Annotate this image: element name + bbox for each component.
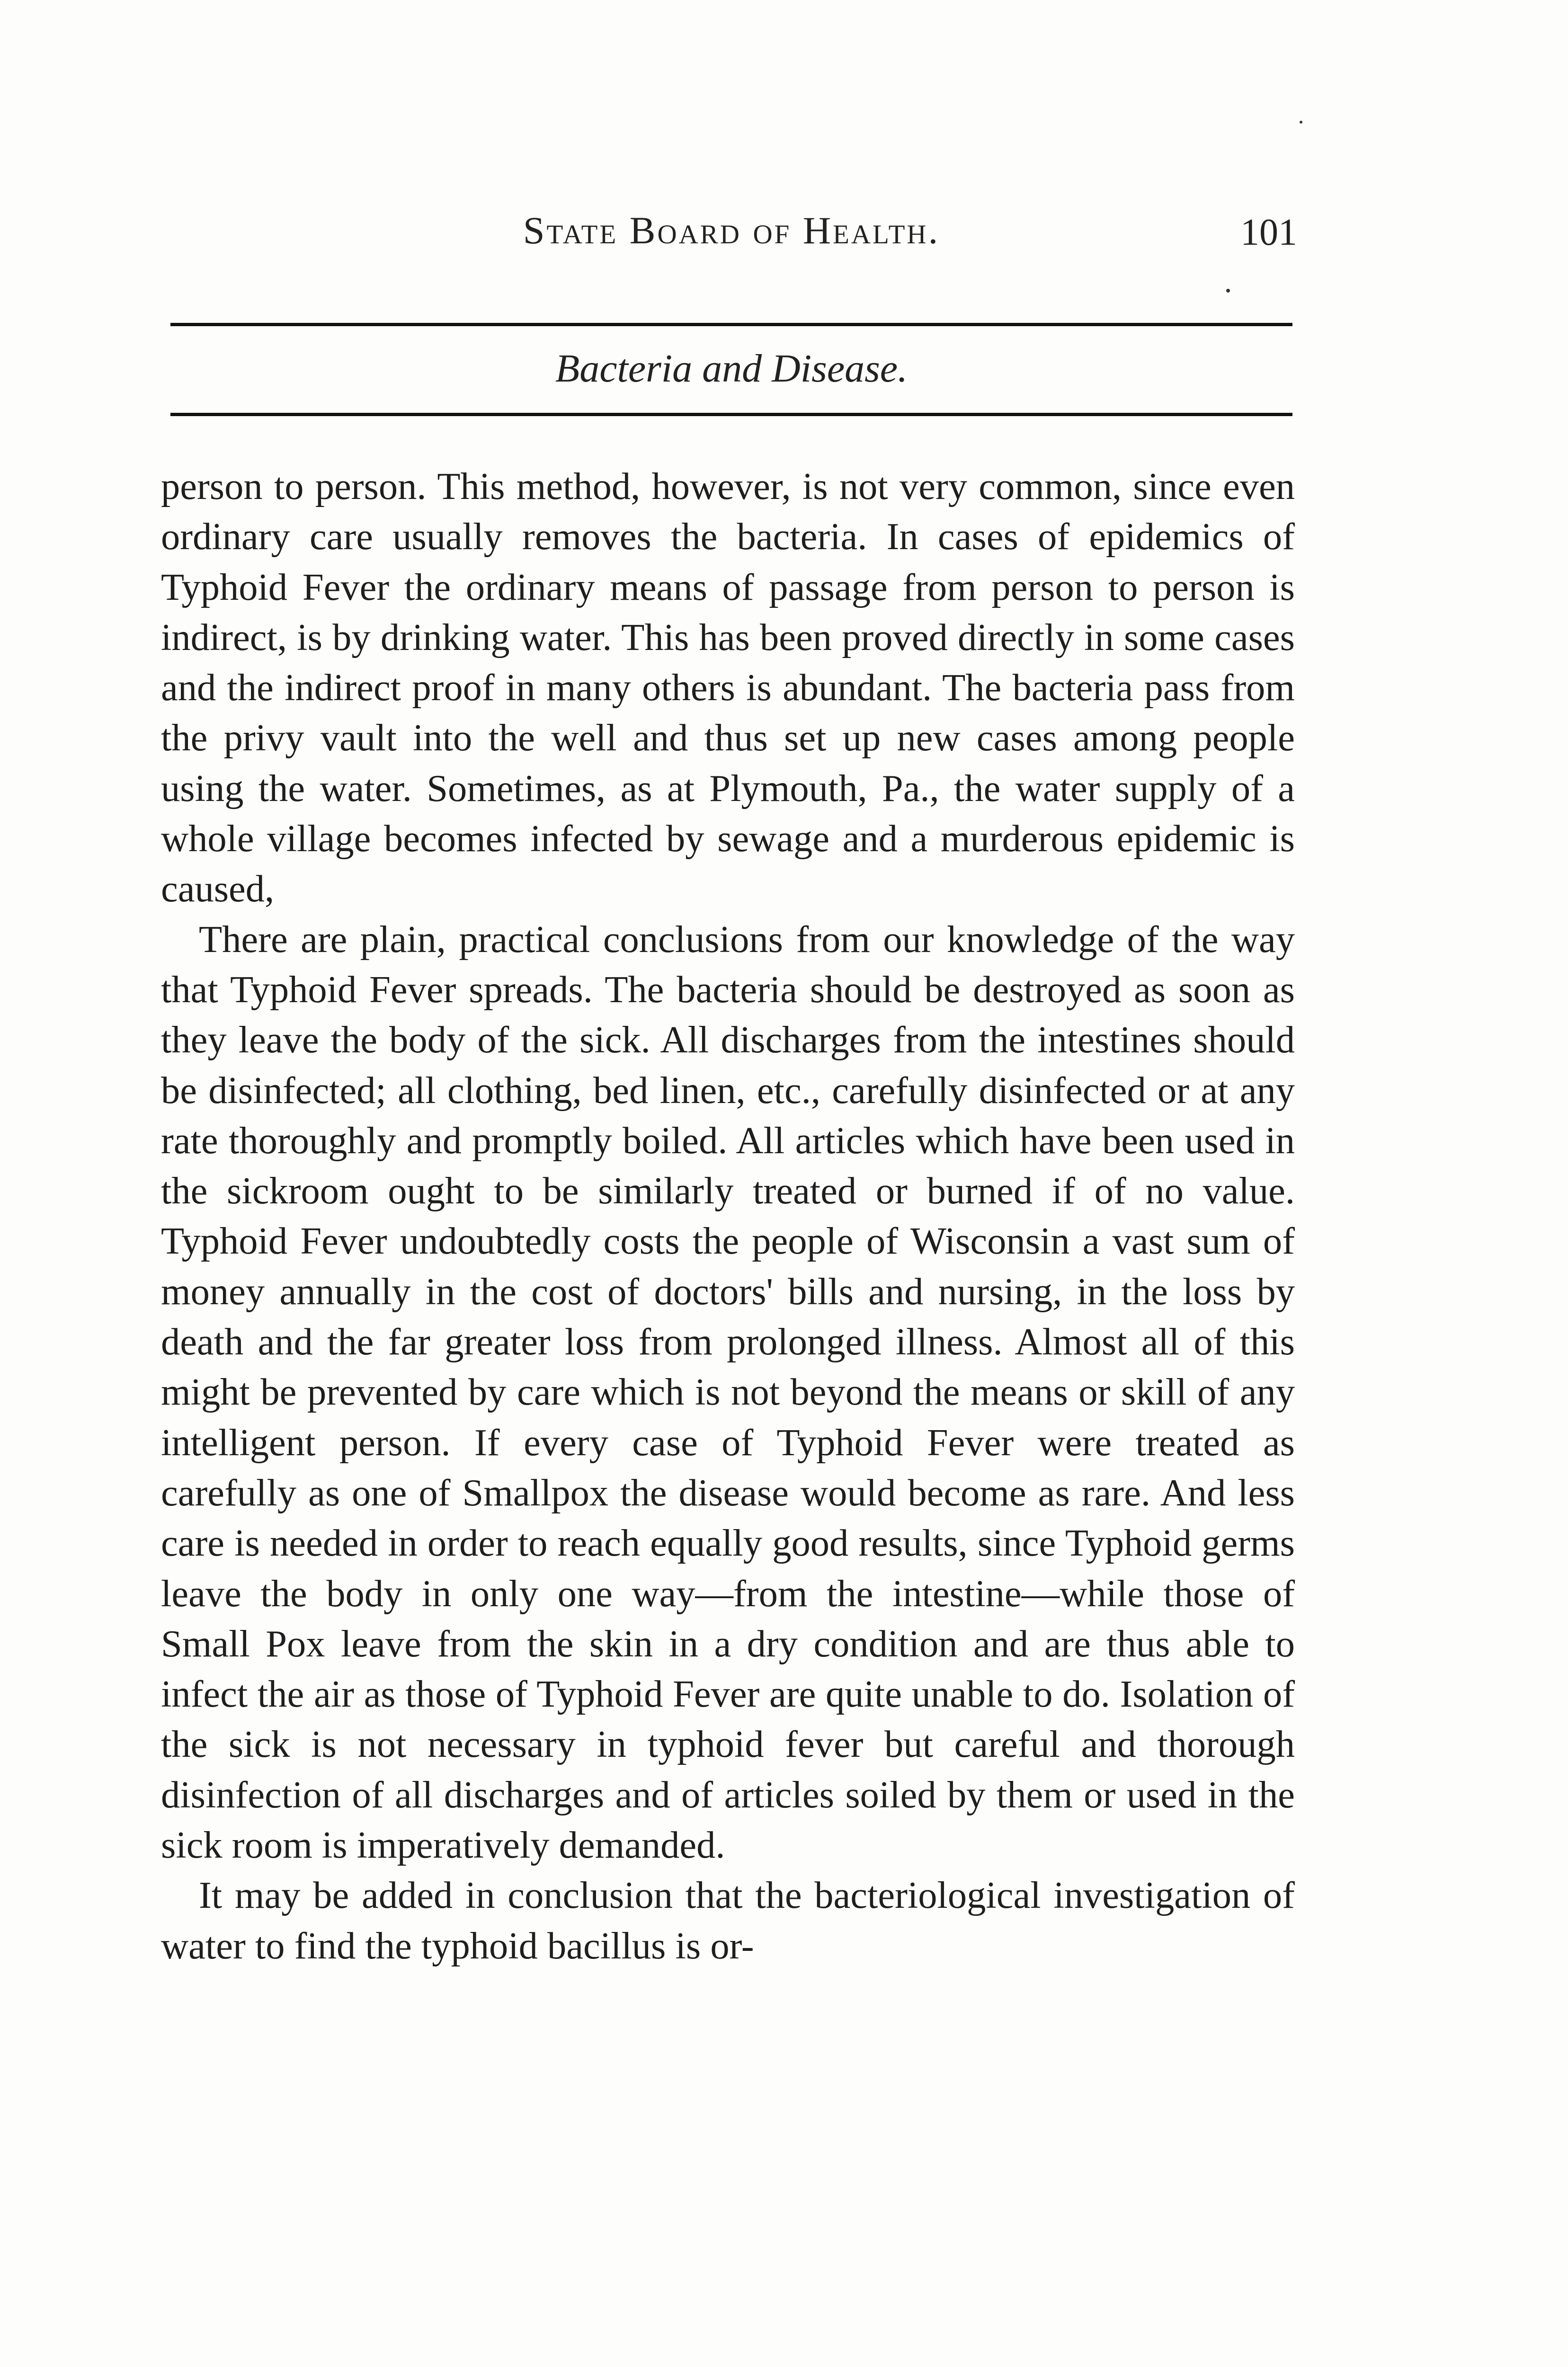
- section-title: Bacteria and Disease.: [555, 347, 908, 391]
- body-text: [161, 462, 1295, 1971]
- paragraph: There are plain, practical conclusions from our knowledge of the way that Typhoid Fever spreads. The bacteria should be destroyed as soon as they leave the body of the sick. All discharges from the intestines should be disinfected; all clothing, bed linen, etc., carefully disinfected or at any rate thoroughly and promptly boiled. All articles which have been used in the sickroom ought to be similarly treated or burned if of no value. Typhoid Fever undoubtedly costs the people of Wisconsin a vast sum of money annually in the cost of doctors' bills and nursing, in the loss by death and the far greater loss from prolonged illness. Almost all of this might be prevented by care which is not beyond the means or skill of any intelligent person. If every case of Typhoid Fever were treated as carefully as one of Smallpox the disease would become as rare. And less care is needed in order to reach equally good results, since Typhoid germs leave the body in only one way—from the intestine—while those of Small Pox leave from the skin in a dry condition and are thus able to infect the air as those of Typhoid Fever are quite unable to do. Isolation of the sick is not necessary in typhoid fever but careful and thorough disinfection of all discharges and of articles soiled by them or used in the sick room is imperatively demanded.: [161, 918, 1295, 1867]
- page-number: 101: [1240, 212, 1297, 253]
- running-head: [170, 208, 1297, 260]
- print-speck: [1300, 121, 1302, 124]
- paragraph: It may be added in conclusion that the bacteriological investigation of water to find the typhoid bacillus is or-: [161, 1874, 1295, 1967]
- print-speck: [1226, 289, 1230, 293]
- paragraph-continued: person to person. This method, however, is not very common, since even ordinary care usually removes the bacteria. In cases of epidemics of Typhoid Fever the ordinary means of passage from person to person is indirect, is by drinking water. This has been proved directly in some cases and the indirect proof in many others is abundant. The bacteria pass from the privy vault into the well and thus set up new cases among people using the water. Sometimes, as at Plymouth, Pa., the water supply of a whole village becomes infected by sewage and a murderous epidemic is caused,: [161, 465, 1295, 910]
- header-rule-top: [170, 323, 1292, 326]
- running-title: State Board of Health.: [523, 209, 940, 252]
- header-rule-bottom: [170, 413, 1292, 416]
